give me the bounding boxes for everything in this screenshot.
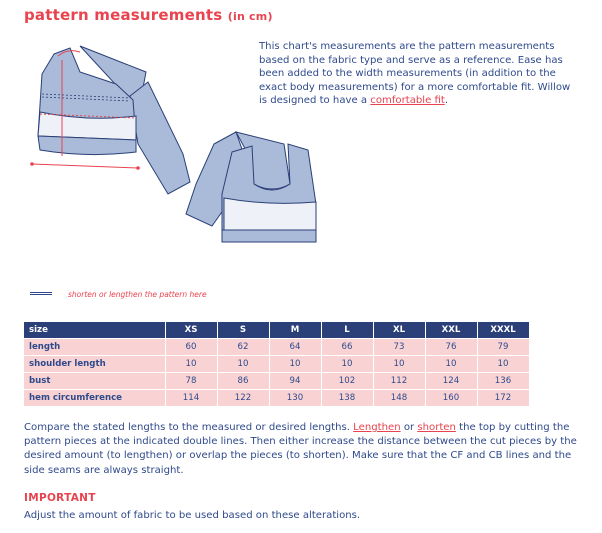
hem-dot-right bbox=[136, 166, 140, 170]
table-cell: 78 bbox=[165, 373, 217, 390]
header-xxl: XXL bbox=[425, 322, 477, 339]
intro-end: . bbox=[444, 95, 449, 107]
header-size: size bbox=[24, 322, 165, 339]
front-sleeve bbox=[130, 82, 190, 194]
instructions-text bbox=[24, 421, 579, 478]
header-s: S bbox=[217, 322, 269, 339]
header-m: M bbox=[269, 322, 321, 339]
header-l: L bbox=[321, 322, 373, 339]
instructions-c: the top by cutting the pattern pieces at the indicated double lines. Then either increase the distance between the cut pieces by the desired amount (to lengthen) or overlap the pieces (to shorten). Make sure that the CF and CB lines and the side seams are always straight. bbox=[24, 422, 577, 476]
table-header-row bbox=[24, 322, 529, 339]
table-cell: 10 bbox=[165, 356, 217, 373]
header-xl: XL bbox=[373, 322, 425, 339]
table-cell: 66 bbox=[321, 339, 373, 356]
title-main: pattern measurements bbox=[24, 6, 223, 24]
table-cell: 114 bbox=[165, 390, 217, 407]
table-cell: 148 bbox=[373, 390, 425, 407]
table-cell: 73 bbox=[373, 339, 425, 356]
legend-double-line bbox=[30, 292, 52, 295]
table-cell: 10 bbox=[217, 356, 269, 373]
hem-dot-left bbox=[30, 162, 34, 166]
table-cell: 130 bbox=[269, 390, 321, 407]
instructions-b: or bbox=[400, 422, 418, 433]
important-text: Adjust the amount of fabric to be used based on these alterations. bbox=[24, 510, 361, 521]
instructions-a: Compare the stated lengths to the measured or desired lengths. bbox=[24, 422, 354, 433]
table-row bbox=[24, 373, 529, 390]
table-cell: 79 bbox=[477, 339, 529, 356]
page-title bbox=[24, 6, 273, 24]
comfortable-fit-link[interactable]: comfortable fit bbox=[370, 95, 445, 107]
row-label: bust bbox=[24, 373, 165, 390]
table-cell: 10 bbox=[373, 356, 425, 373]
shorten-link[interactable]: shorten bbox=[417, 422, 456, 433]
table-cell: 60 bbox=[165, 339, 217, 356]
lengthen-link[interactable]: Lengthen bbox=[353, 422, 401, 433]
table-cell: 10 bbox=[425, 356, 477, 373]
intro-body: This chart's measurements are the pattern measurements based on the fabric type and serve as a reference. Ease has been added to the width measurements (in addition to the exact body measurements) for a more comfortable fit. Willow is designed to have a bbox=[259, 41, 571, 107]
table-cell: 64 bbox=[269, 339, 321, 356]
table-cell: 136 bbox=[477, 373, 529, 390]
table-cell: 86 bbox=[217, 373, 269, 390]
back-band bbox=[222, 230, 316, 242]
table-row bbox=[24, 390, 529, 407]
header-xxxl: XXXL bbox=[477, 322, 529, 339]
table-cell: 160 bbox=[425, 390, 477, 407]
title-unit: (in cm) bbox=[227, 10, 273, 23]
row-label: shoulder length bbox=[24, 356, 165, 373]
table-cell: 124 bbox=[425, 373, 477, 390]
table-cell: 62 bbox=[217, 339, 269, 356]
table-row bbox=[24, 339, 529, 356]
important-heading: IMPORTANT bbox=[24, 492, 96, 504]
row-label: hem circumference bbox=[24, 390, 165, 407]
table-cell: 172 bbox=[477, 390, 529, 407]
table-cell: 10 bbox=[321, 356, 373, 373]
hem-line bbox=[32, 164, 138, 168]
row-label: length bbox=[24, 339, 165, 356]
table-cell: 10 bbox=[269, 356, 321, 373]
table-cell: 76 bbox=[425, 339, 477, 356]
table-cell: 94 bbox=[269, 373, 321, 390]
back-lower bbox=[224, 198, 316, 230]
table-row bbox=[24, 356, 529, 373]
table-cell: 10 bbox=[477, 356, 529, 373]
table-cell: 122 bbox=[217, 390, 269, 407]
legend-text: shorten or lengthen the pattern here bbox=[68, 290, 207, 299]
table-cell: 138 bbox=[321, 390, 373, 407]
table-cell: 112 bbox=[373, 373, 425, 390]
intro-text bbox=[259, 40, 577, 108]
header-xs: XS bbox=[165, 322, 217, 339]
measurements-table bbox=[24, 322, 530, 406]
table-cell: 102 bbox=[321, 373, 373, 390]
